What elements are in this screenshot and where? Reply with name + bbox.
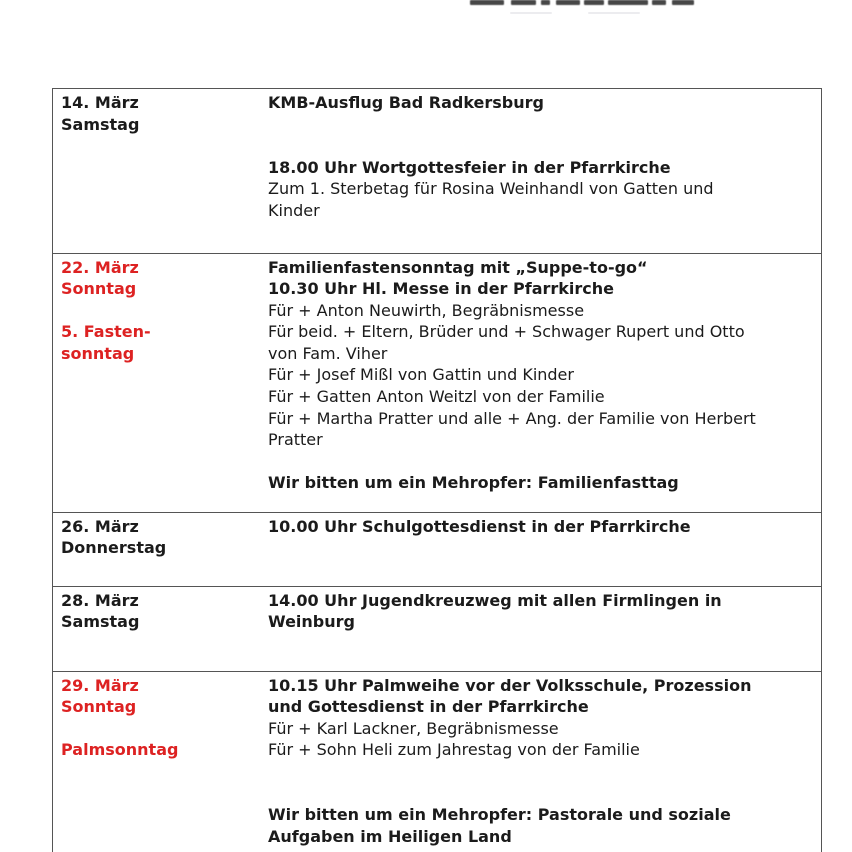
content-line: Für + Sohn Heli zum Jahrestag von der Familie xyxy=(268,740,640,760)
content-line: KMB-Ausflug Bad Radkersburg xyxy=(268,93,544,112)
schedule-row xyxy=(53,672,821,852)
content-line xyxy=(268,451,815,473)
date-line: Samstag xyxy=(61,612,140,632)
clipped-heading-faint-segment xyxy=(510,12,552,14)
content-line: 10.00 Uhr Schulgottesdienst in der Pfarrkirche xyxy=(268,516,691,536)
date-cell xyxy=(53,587,268,671)
content-line xyxy=(268,761,815,783)
clipped-heading-faint-segment xyxy=(588,12,640,14)
date-line: Palmsonntag xyxy=(61,740,179,760)
date-line: 14. März xyxy=(61,93,139,112)
content-line: und Gottesdienst in der Pfarrkirche xyxy=(268,697,589,717)
schedule-row xyxy=(53,587,821,672)
clipped-heading-segment xyxy=(511,0,536,5)
date-line: Sonntag xyxy=(61,697,137,717)
schedule-row xyxy=(53,89,821,254)
clipped-heading-segment xyxy=(608,0,648,5)
content-line xyxy=(268,782,815,804)
content-line: Für + Gatten Anton Weitzl von der Familie xyxy=(268,387,605,407)
clipped-heading-segment xyxy=(652,0,666,5)
content-line: Kinder xyxy=(268,200,320,220)
date-cell xyxy=(53,254,268,512)
content-line: Familienfastensonntag mit „Suppe-to-go“ xyxy=(268,257,648,277)
content-line: Pratter xyxy=(268,430,323,450)
date-line: 5. Fasten- xyxy=(61,322,151,342)
content-line: 14.00 Uhr Jugendkreuzweg mit allen Firmlingen in xyxy=(268,590,722,610)
content-line xyxy=(268,114,815,136)
date-cell xyxy=(53,89,268,253)
clipped-heading-segment xyxy=(470,0,504,5)
date-line: 26. März xyxy=(61,516,139,536)
content-line: Wir bitten um ein Mehropfer: Pastorale und soziale xyxy=(268,805,731,825)
date-line: 22. März xyxy=(61,257,139,277)
date-line: 28. März xyxy=(61,590,139,610)
content-line: Für beid. + Eltern, Brüder und + Schwager Rupert und Otto xyxy=(268,322,745,342)
content-line: von Fam. Viher xyxy=(268,343,388,363)
content-line: Wir bitten um ein Mehropfer: Familienfasttag xyxy=(268,473,679,493)
content-cell xyxy=(268,587,821,671)
content-cell xyxy=(268,672,821,852)
content-line: Weinburg xyxy=(268,612,355,632)
clipped-heading-segment xyxy=(541,0,550,5)
date-cell xyxy=(53,513,268,586)
content-line: Für + Karl Lackner, Begräbnismesse xyxy=(268,718,559,738)
schedule-row xyxy=(53,254,821,513)
content-line: Für + Martha Pratter und alle + Ang. der Familie von Herbert xyxy=(268,408,756,428)
content-line xyxy=(268,135,815,157)
date-line: Sonntag xyxy=(61,279,137,299)
content-line: 10.30 Uhr Hl. Messe in der Pfarrkirche xyxy=(268,279,615,299)
content-cell xyxy=(268,89,821,253)
date-line xyxy=(61,718,264,740)
content-cell xyxy=(268,513,821,586)
content-line: Für + Josef Mißl von Gattin und Kinder xyxy=(268,365,574,385)
schedule-table xyxy=(52,88,822,852)
date-line: 29. März xyxy=(61,675,139,695)
clipped-heading-segment xyxy=(584,0,604,5)
clipped-heading-segment xyxy=(556,0,580,5)
clipped-heading-segment xyxy=(672,0,694,5)
date-line: Donnerstag xyxy=(61,538,167,558)
date-line: sonntag xyxy=(61,343,135,363)
date-line: Samstag xyxy=(61,114,140,134)
content-line: Zum 1. Sterbetag für Rosina Weinhandl von Gatten und xyxy=(268,179,714,199)
schedule-row xyxy=(53,513,821,587)
content-line: 18.00 Uhr Wortgottesfeier in der Pfarrkirche xyxy=(268,157,671,177)
content-line: Aufgaben im Heiligen Land xyxy=(268,826,512,846)
date-line xyxy=(61,300,264,322)
content-cell xyxy=(268,254,821,512)
content-line: Für + Anton Neuwirth, Begräbnismesse xyxy=(268,300,585,320)
content-line: 10.15 Uhr Palmweihe vor der Volksschule, Prozession xyxy=(268,675,752,695)
date-cell xyxy=(53,672,268,852)
